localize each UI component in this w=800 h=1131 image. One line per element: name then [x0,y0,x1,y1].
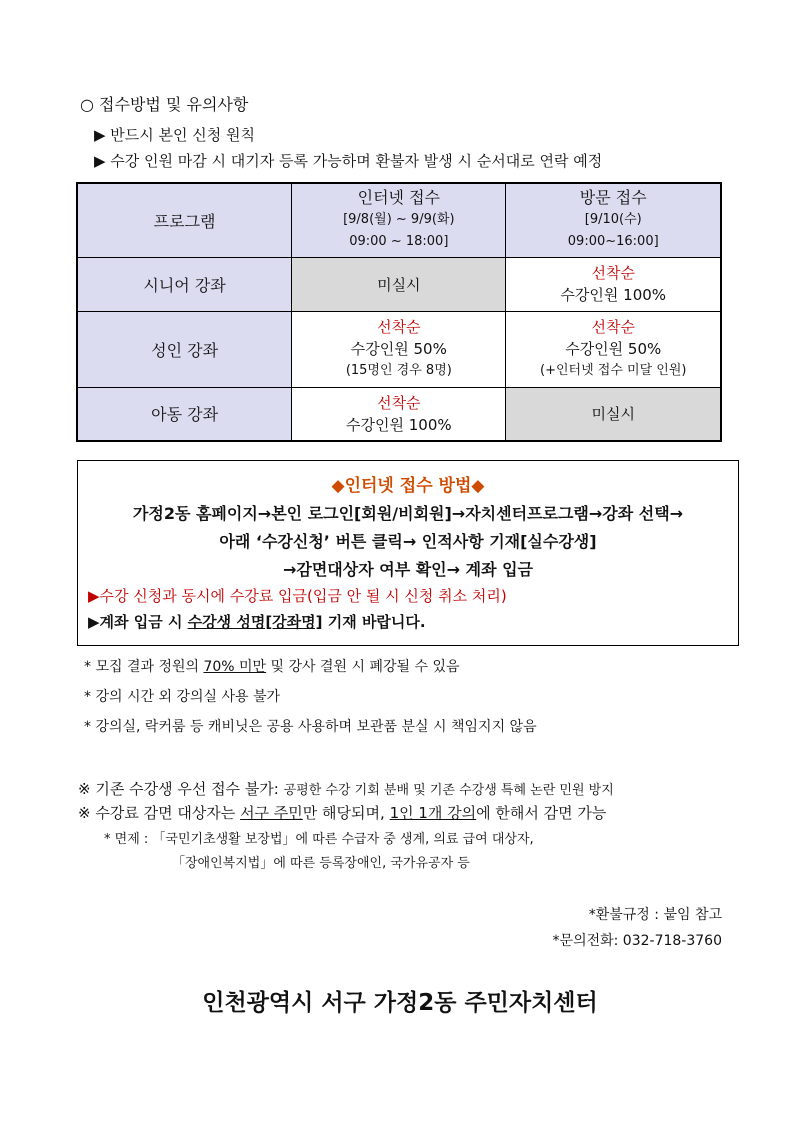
organization-footer: 인천광역시 서구 가정2동 주민자치센터 [202,990,598,1016]
ref-text: 만 해당되며, [302,804,390,822]
capacity-label: 수강인원 100% [560,286,667,304]
row-senior-visit [506,257,721,311]
apply-steps-line-3: →감면대상자 여부 확인→ 계좌 입금 [282,560,534,579]
header-internet-time: 09:00 ~ 18:00] [349,234,449,250]
schedule-table [76,182,722,442]
first-come-label: 선착순 [591,318,635,336]
internet-apply-box [77,460,739,646]
row-child-internet [292,387,506,441]
note-text: * 모집 결과 정원의 [84,659,204,675]
ref-fee-reduction [78,802,606,823]
note-underlined: 70% 미만 [203,659,267,675]
payment-note: ▶수강 신청과 동시에 수강료 입금(입금 안 될 시 신청 취소 처리) [88,587,507,605]
deposit-note-prefix: ▶계좌 입금 시 [88,613,188,631]
ref-text-small: 공평한 수강 기회 분배 및 기존 수강생 특혜 논란 민원 방지 [283,783,614,798]
ref-underlined: 서구 주민 [240,804,303,822]
header-visit [506,183,721,257]
note-locker: * 강의실, 락커룸 등 캐비닛은 공용 사용하며 보관품 분실 시 책임지지 않음 [84,719,537,735]
bullet-self-apply: ▶ 반드시 본인 신청 원칙 [94,126,256,144]
ref-no-priority [78,778,614,799]
ref-text: ※ 기존 수강생 우선 접수 불가: [78,780,284,798]
first-come-label: 선착순 [377,393,421,412]
row-child-visit: 미실시 [506,387,721,441]
note-classroom-use: * 강의 시간 외 강의실 사용 불가 [84,689,280,705]
header-internet-title: 인터넷 접수 [357,188,441,208]
table-row [77,387,721,441]
row-senior-name: 시니어 강좌 [77,257,292,311]
ref-text: ※ 수강료 감면 대상자는 [78,804,241,822]
capacity-label: 수강인원 50% [565,340,662,358]
exemption-line-2: 「장애인복지법」에 따른 등록장애인, 국가유공자 등 [172,856,470,871]
first-come-label: 선착순 [591,264,635,282]
ref-underlined: 1인 1개 강의 [389,804,477,822]
header-visit-time: 09:00~16:00] [567,234,659,250]
note-text: 및 강사 결원 시 폐강될 수 있음 [266,659,460,675]
apply-steps-line-1: 가정2동 홈페이지→본인 로그인[회원/비회원]→자치센터프로그램→강좌 선택→ [132,504,684,523]
header-visit-date: [9/10(수) [584,212,642,228]
deposit-note-suffix: 기재 바랍니다. [322,613,426,631]
row-senior-internet: 미실시 [292,257,506,311]
capacity-sub: (15명인 경우 8명) [345,363,452,378]
capacity-label: 수강인원 50% [350,340,447,358]
capacity-sub: (+인터넷 접수 미달 인원) [540,363,687,378]
table-header-row [77,183,721,257]
row-adult-internet [292,311,506,387]
apply-steps-line-2: 아래 ‘수강신청’ 버튼 클릭→ 인적사항 기재[실수강생] [219,532,597,551]
internet-apply-title: ◆인터넷 접수 방법◆ [331,476,485,496]
row-adult-name: 성인 강좌 [77,311,292,387]
row-adult-visit [506,311,721,387]
table-row [77,257,721,311]
contact-phone: *문의전화: 032-718-3760 [552,933,722,949]
capacity-label: 수강인원 100% [346,415,452,434]
section-title: ○ 접수방법 및 유의사항 [80,95,249,114]
bullet-waitlist: ▶ 수강 인원 마감 시 대기자 등록 가능하며 환불자 발생 시 순서대로 연락 예정 [94,152,603,170]
table-row [77,311,721,387]
deposit-note-underlined: 수강생 성명[강좌명] [187,613,323,631]
first-come-label: 선착순 [377,318,421,336]
header-program: 프로그램 [77,183,292,257]
ref-text: 에 한해서 감면 가능 [476,804,607,822]
exemption-line-1: * 면제 : 「국민기초생활 보장법」에 따른 수급자 중 생계, 의료 급여 대상자, [104,832,534,847]
deposit-name-note [88,611,426,632]
note-cancellation [84,656,460,676]
refund-rule: *환불규정 : 붙임 참고 [588,907,722,923]
header-internet-date: [9/8(월) ~ 9/9(화) [343,212,455,228]
header-internet [292,183,506,257]
header-visit-title: 방문 접수 [579,188,647,208]
row-child-name: 아동 강좌 [77,387,292,441]
